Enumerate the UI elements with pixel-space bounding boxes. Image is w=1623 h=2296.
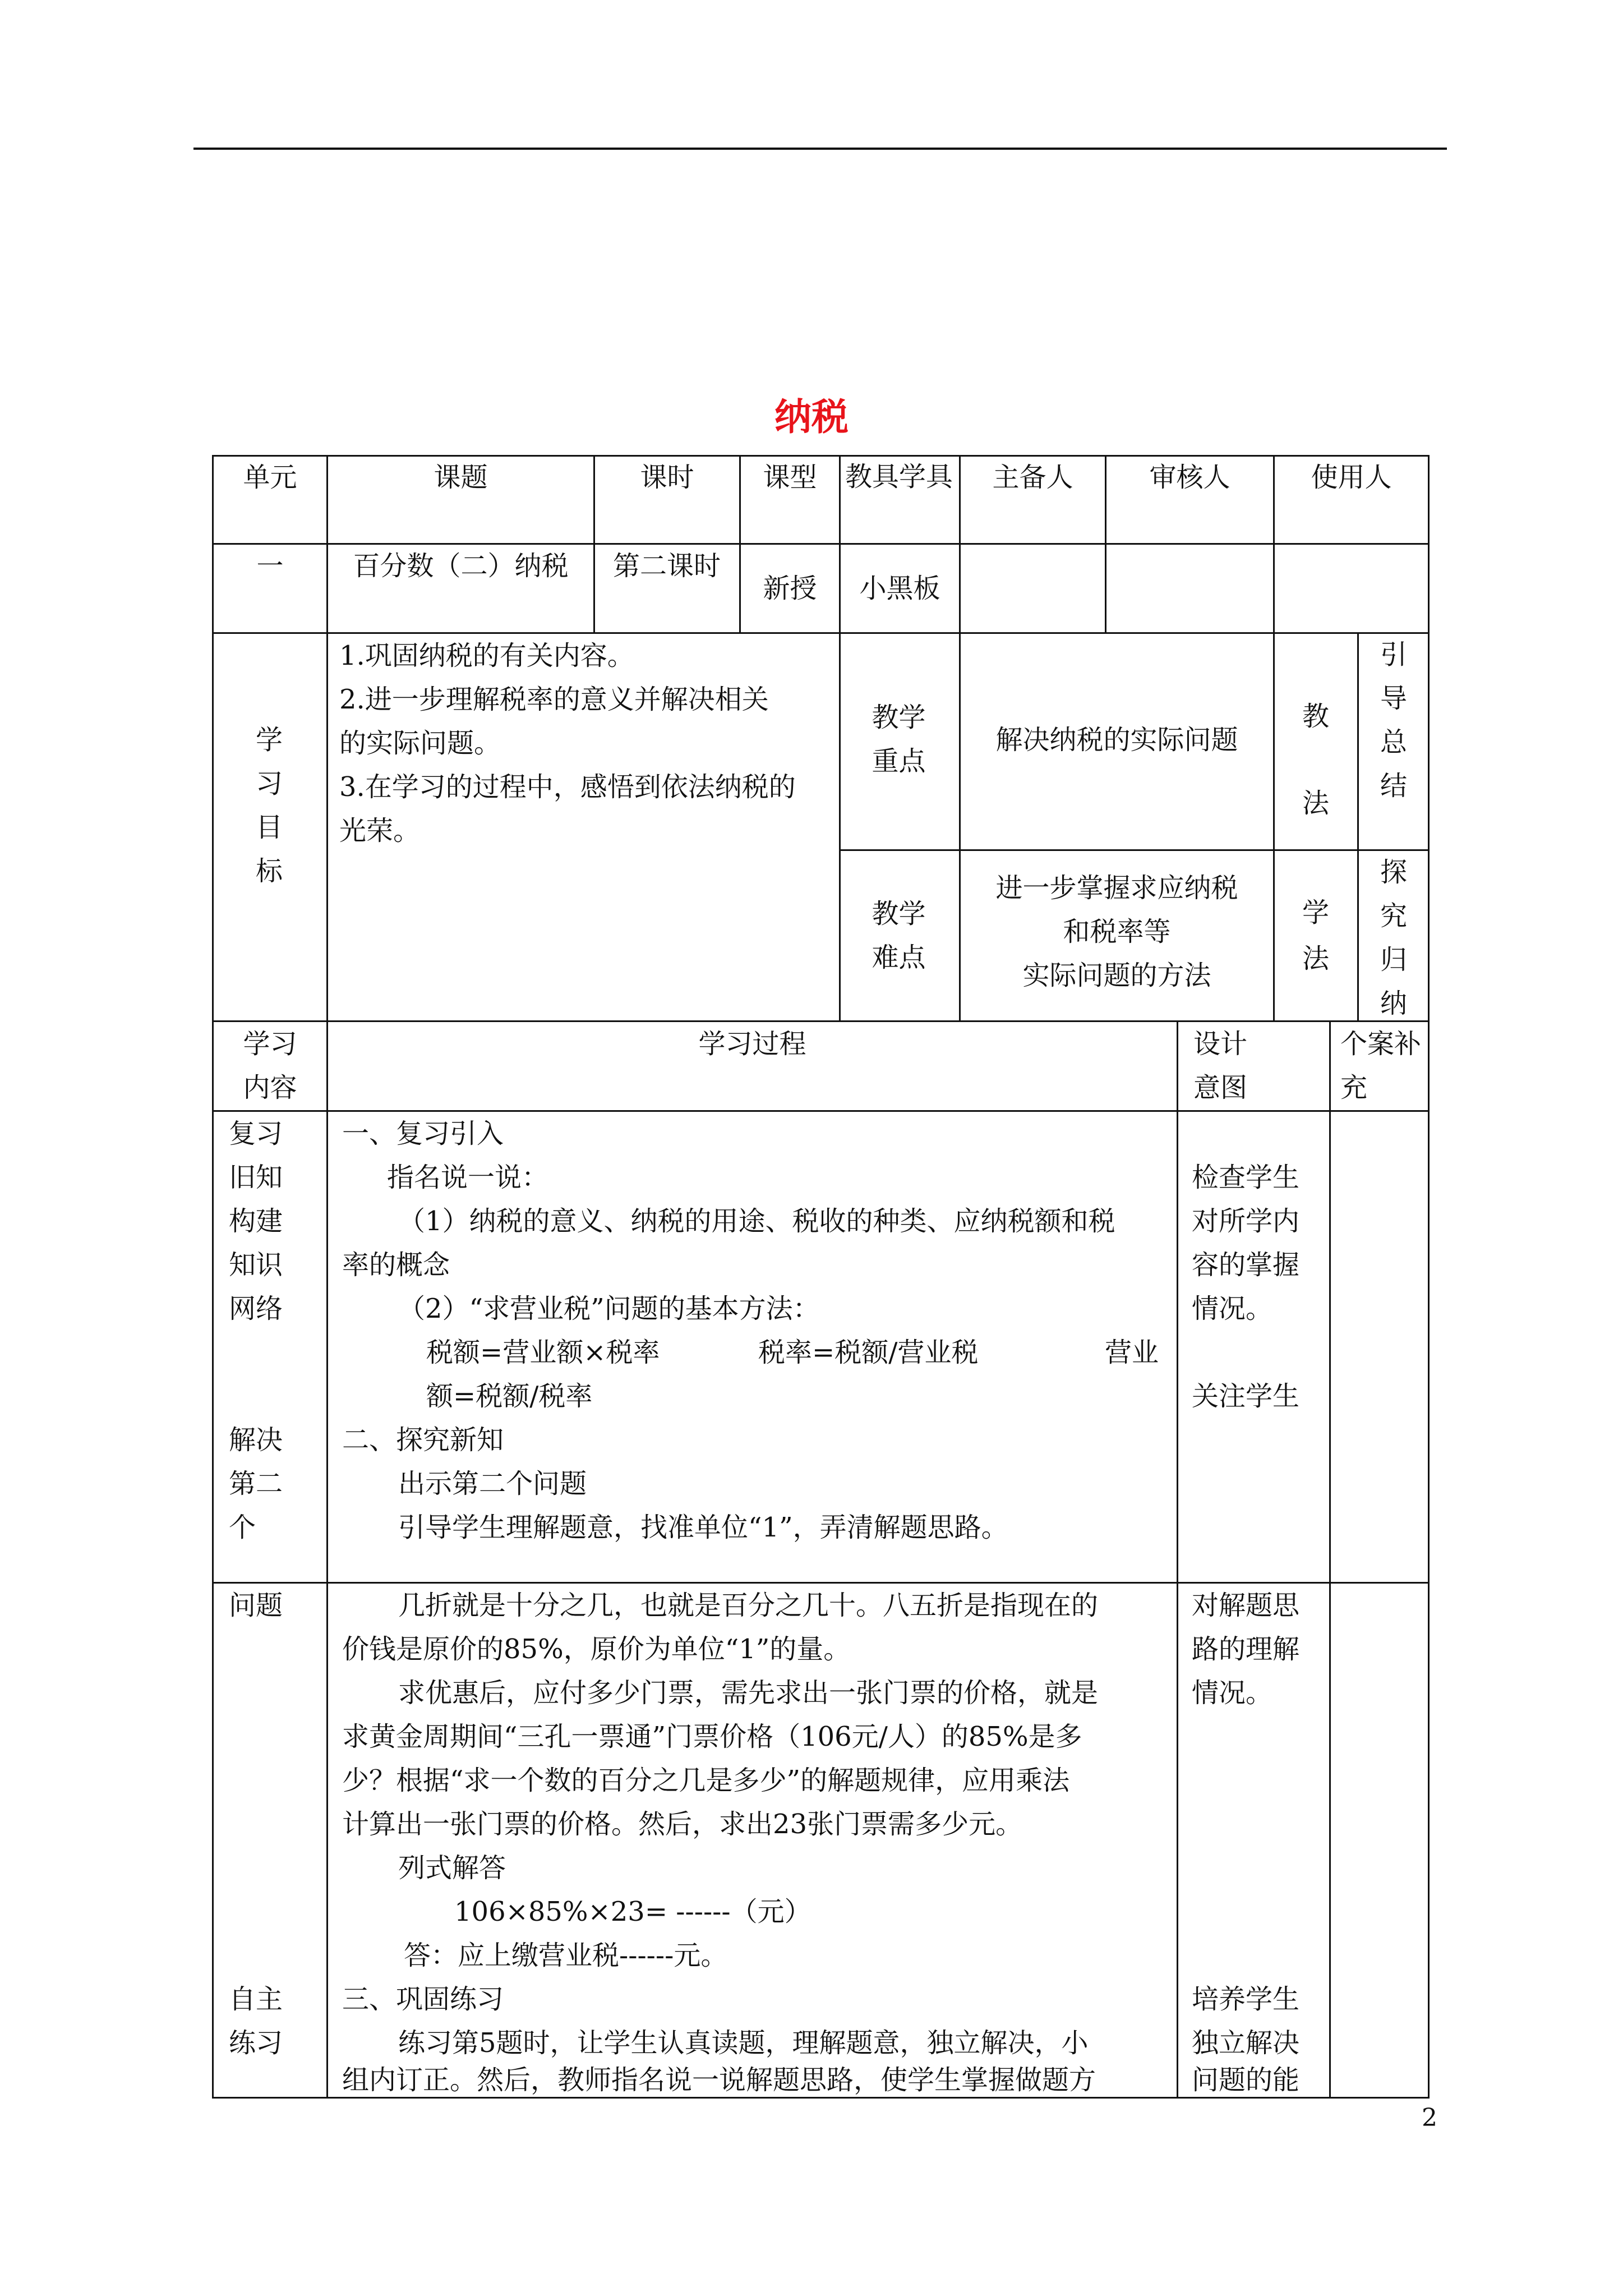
process-label: 学习过程 <box>698 1028 806 1060</box>
header-unit: 单元 <box>243 462 297 493</box>
process-line: 求黄金周期间“三孔一票通”门票价格（106元/人）的85%是多 <box>342 1721 1082 1752</box>
info-period: 第二课时 <box>612 550 721 582</box>
process-line: 指名说一说： <box>387 1162 549 1193</box>
supplement-label: 个案补 充 <box>1340 1028 1422 1103</box>
process-line: 列式解答 <box>398 1852 506 1884</box>
difficulty-line: 进一步掌握求应纳税 <box>995 872 1238 904</box>
process-content-label: 学习 内容 <box>243 1028 297 1103</box>
formula-line: 税额=营业额×税率 <box>426 1337 660 1368</box>
design-intent-label: 设计 意图 <box>1193 1028 1248 1103</box>
block2-intent: 对解题思 路的理解 情况。 培养学生 独立解决 问题的能 <box>1192 1590 1300 2096</box>
block1-intent: 检查学生 对所学内 容的掌握 情况。 关注学生 <box>1192 1162 1300 1412</box>
formula-line: 额=税额/税率 <box>426 1381 593 1412</box>
objective-line: 3.在学习的过程中，感悟到依法纳税的 <box>339 771 796 803</box>
process-line: 率的概念 <box>342 1249 450 1281</box>
header-rule <box>193 148 1447 150</box>
block1-left-text: 复习 旧知 构建 知识 网络 解决 第二 个 <box>229 1118 283 1543</box>
process-line: 价钱是原价的85%，原价为单位“1”的量。 <box>342 1634 851 1665</box>
method-label: 教法 <box>1302 701 1329 819</box>
header-user: 使用人 <box>1311 462 1392 493</box>
header-type: 课型 <box>763 462 817 493</box>
info-tools: 小黑板 <box>859 573 940 604</box>
page-number: 2 <box>1422 2104 1437 2132</box>
info-type: 新授 <box>763 573 817 604</box>
page-title: 纳税 <box>774 395 849 439</box>
answer-line: 答：应上缴营业税------元。 <box>404 1940 728 1971</box>
process-line: 少？根据“求一个数的百分之几是多少”的解题规律，应用乘法 <box>342 1765 1070 1796</box>
study-method-text: 探究归纳 <box>1380 857 1407 1019</box>
study-method-label: 学法 <box>1302 897 1329 974</box>
section-heading: 一、复习引入 <box>342 1118 504 1149</box>
process-line: 计算出一张门票的价格。然后，求出23张门票需多少元。 <box>342 1809 1023 1840</box>
section-heading: 二、探究新知 <box>342 1424 504 1456</box>
objective-line: 光荣。 <box>339 815 421 846</box>
process-line: 组内订正。然后，教师指名说一说解题思路，使学生掌握做题方 <box>342 2064 1096 2096</box>
key-point-label: 教学重点 <box>872 702 926 777</box>
process-line: 出示第二个问题 <box>398 1468 587 1499</box>
header-reviewer: 审核人 <box>1149 462 1230 493</box>
difficulty-line: 和税率等 <box>1063 916 1171 947</box>
formula-line: 106×85%×23= ------（元） <box>454 1896 811 1927</box>
process-line: （1）纳税的意义、纳税的用途、税收的种类、应纳税额和税 <box>398 1205 1115 1237</box>
objective-line: 1.巩固纳税的有关内容。 <box>339 640 634 671</box>
key-point-text: 解决纳税的实际问题 <box>995 724 1238 756</box>
header-topic: 课题 <box>434 462 488 493</box>
formula-line: 税率=税额/营业税 <box>758 1337 979 1368</box>
process-line: 引导学生理解题意，找准单位“1”，弄清解题思路。 <box>398 1512 1008 1543</box>
process-line: （2）“求营业税”问题的基本方法： <box>398 1293 820 1324</box>
info-topic: 百分数（二）纳税 <box>353 550 569 582</box>
objectives-label: 学习目标 <box>255 724 283 887</box>
section-heading: 三、巩固练习 <box>342 1984 504 2015</box>
difficulty-line: 实际问题的方法 <box>1022 960 1211 991</box>
info-unit: 一 <box>256 550 284 582</box>
header-period: 课时 <box>640 462 694 493</box>
header-tools: 教具学具 <box>845 461 953 493</box>
block2-left-text: 问题 自主 练习 <box>229 1590 283 2059</box>
method-text: 引导总结 <box>1380 639 1407 802</box>
objective-line: 2.进一步理解税率的意义并解决相关 <box>339 684 769 715</box>
formula-line: 营业 <box>1105 1337 1159 1368</box>
difficulty-label: 教学难点 <box>872 898 926 973</box>
header-preparer: 主备人 <box>992 462 1073 493</box>
process-line: 几折就是十分之几，也就是百分之几十。八五折是指现在的 <box>398 1590 1099 1621</box>
process-line: 练习第5题时，让学生认真读题，理解题意，独立解决，小 <box>398 2027 1089 2059</box>
objective-line: 的实际问题。 <box>339 728 501 759</box>
process-line: 求优惠后，应付多少门票，需先求出一张门票的价格，就是 <box>398 1677 1099 1709</box>
